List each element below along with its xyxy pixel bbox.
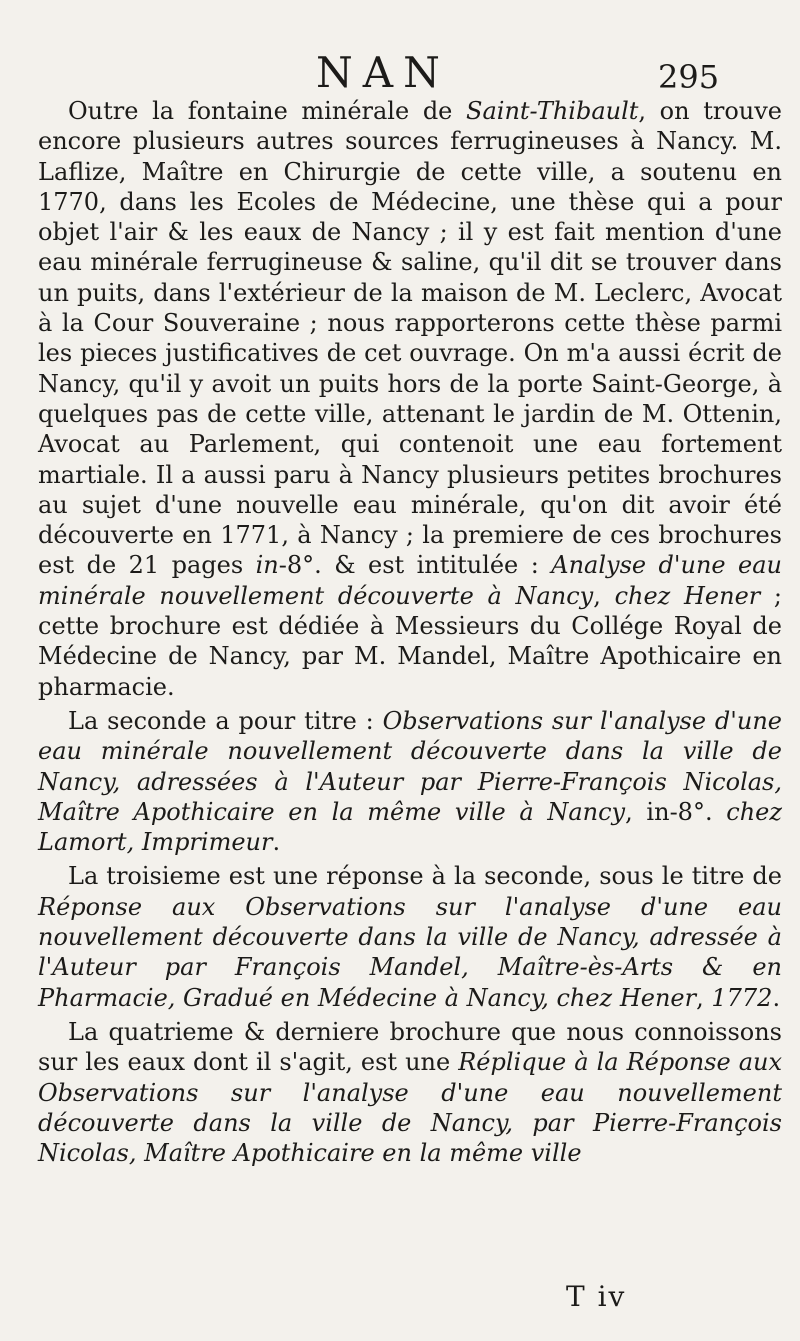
text-run: -8°. & est intitulée :	[278, 551, 552, 580]
text-run: La troisieme est une réponse à la seconde, sous le titre de	[68, 862, 782, 891]
paragraph	[38, 1017, 782, 1168]
body-text	[38, 96, 782, 1168]
italic-text: Saint-Thibault	[466, 97, 639, 125]
italic-text: Analyse d'une eau minérale nouvellement découverte à Nancy	[38, 551, 783, 610]
italic-text: Observations sur l'analyse d'une eau minérale nouvellement découverte dans la ville de Nancy, adressées à l'Auteur par Pierre-François Nicolas, Maître Apothicaire en la même ville à Nancy	[38, 706, 782, 826]
paragraph	[38, 96, 782, 702]
running-title: NAN	[316, 48, 450, 97]
text-run: , on trouve encore plusieurs autres sources ferrugineuses à Nancy. M. Laflize, Maître en Chirurgie de cette ville, a soutenu en 1770, dans les Ecoles de Médecine, une thèse qui a pour objet l'air & les eaux de Nancy ; il y est fait mention d'une eau minérale ferrugineuse & saline, qu'il dit se trouver dans un puits, dans l'extérieur de la maison de M. Leclerc, Avocat à la Cour Souveraine ; nous rapporterons cette thèse parmi les pieces justificatives de cet ouvrage. On m'a aussi écrit de Nancy, qu'il y avoit un puits hors de la porte Saint-George, à quelques pas de cette ville, attenant le jardin de M. Ottenin, Avocat au Parlement, qui contenoit une eau fortement martiale. Il a aussi paru à Nancy plusieurs petites brochures au sujet d'une nouvelle eau minérale, qu'on dit avoir été découverte en 1771, à Nancy ; la premiere de ces brochures est de 21 pages	[38, 97, 783, 580]
italic-text: in	[255, 551, 279, 580]
italic-text: Réplique à la Réponse aux Observations sur l'analyse d'une eau nouvellement découverte dans la ville de Nancy, par Pierre-François Nicolas, Maître Apothicaire en la même ville	[38, 1048, 783, 1168]
italic-text: Réponse aux Observations sur l'analyse d'une eau nouvellement découverte dans la ville de Nancy, adressée à l'Auteur par François Mandel, Maître-ès-Arts & en Pharmacie, Gradué en Médecine à Nancy, chez Hener	[38, 892, 782, 1012]
paragraph	[38, 706, 782, 857]
paragraph	[38, 861, 782, 1012]
text-run: ; cette brochure est dédiée à Messieurs du Collége Royal de Médecine de Nancy, par M. Mandel, Maître Apothicaire en pharmacie.	[38, 581, 783, 701]
text-run: .	[772, 983, 781, 1012]
text-run: La seconde a pour titre :	[68, 706, 383, 735]
text-run: .	[272, 828, 281, 857]
text-run: La quatrieme & derniere brochure que nous connoissons sur les eaux dont il s'agit, est une	[38, 1017, 782, 1077]
text-run: Outre la fontaine minérale de	[68, 97, 467, 125]
text-run: ,	[593, 581, 615, 610]
text-run: ,	[696, 983, 712, 1012]
page-number: 295	[658, 58, 720, 96]
text-run: , in-8°.	[625, 797, 727, 826]
italic-text: 1772	[711, 983, 773, 1012]
italic-text: chez Hener	[614, 581, 761, 610]
signature-mark: T iv	[566, 1280, 627, 1313]
running-header	[0, 44, 800, 104]
italic-text: chez Lamort, Imprimeur	[38, 797, 783, 857]
